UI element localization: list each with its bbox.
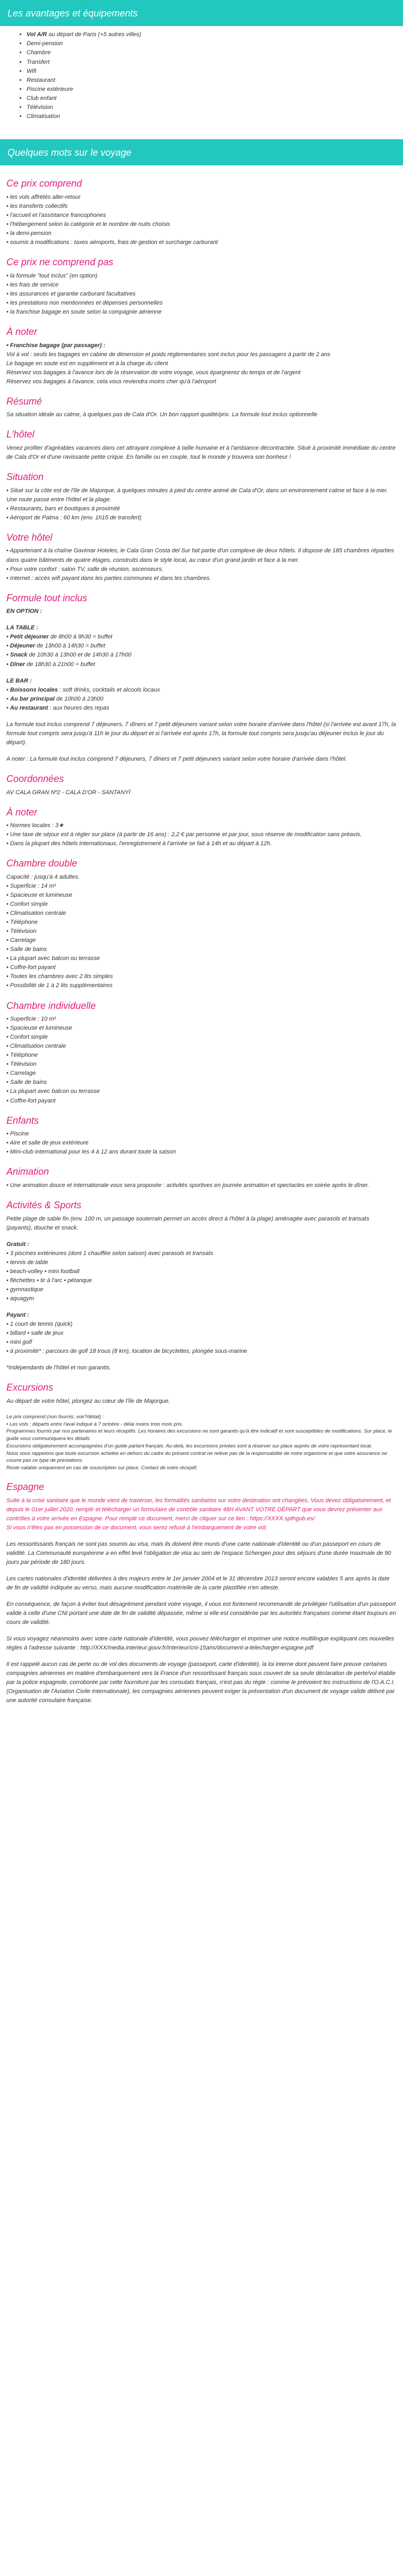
noncompris-item: la franchise bagage en soute selon la compagnie aérienne: [10, 308, 162, 315]
double-item: Carrelage: [10, 937, 36, 944]
noncompris-item: les frais de service: [10, 281, 59, 288]
resume-text: Sa situation idéale au calme, à quelques pas de Cala d'Or. Un bon rapport qualité/prix. La formule tout inclus optionnelle: [6, 411, 318, 418]
payant-item: à proximité* : parcours de golf 18 trous (8 km), location de bicyclettes, plongée sous-marine: [10, 1348, 247, 1355]
excursions-text: Au départ de votre hôtel, plongez au cœur de l'île de Majorque.: [6, 1398, 170, 1404]
double-item: Téléphone: [10, 919, 38, 926]
resume-title: Résumé: [6, 395, 43, 407]
indiv-item: Carrelage: [10, 1070, 36, 1077]
bar-detail: : soft drinks, cocktails et alcools locaux: [57, 686, 160, 693]
activites-footnote: *Indépendants de l'hôtel et non garantis.: [6, 1365, 111, 1371]
enfants-item: Aire et salle de jeux extérieure: [10, 1140, 89, 1147]
excursions-body: [6, 1397, 397, 1472]
bar-title: LE BAR :: [6, 677, 32, 684]
indiv-item: La plupart avec balcon ou terrasse: [10, 1088, 100, 1095]
indiv-item: Salle de bains: [10, 1079, 47, 1086]
table-meal: Déjeuner: [10, 643, 35, 650]
noncompris-item: les assurances et garantie carburant facultatives: [10, 290, 136, 297]
espagne-alert: Suite à la crise sanitaire que le monde vient de traverser, les formalités sanitaires sur votre destination ont changées. Vous devez obligatoirement, et depuis le 01er juillet 2020, remplir et télécharger un formulaire de contrôle sanitaire 48H AVANT VOTRE DÉPART que vous devrez présenter aux contrôles à votre arrivée en Espagne. Pour remplir ce document, merci de cliquer sur ce lien : https://XXXX.spthgob.es/: [6, 1497, 391, 1522]
indiv-item: Confort simple: [10, 1034, 48, 1041]
double-item: Salle de bains: [10, 946, 47, 953]
animation-title: Animation: [6, 1166, 49, 1177]
excursions-fineprint: [6, 1413, 397, 1472]
bar-item: Au bar principal: [10, 695, 55, 702]
double-intro: Capacité : jusqu'à 4 adultes.: [6, 873, 80, 880]
compris-item: les transferts collectifs: [10, 203, 68, 209]
indiv-item: Superficie : 10 m²: [10, 1016, 56, 1023]
double-item: La plupart avec balcon ou terrasse: [10, 955, 100, 962]
animation-list: • Une animation douce et internationale vous sera proposée : activités sportives en journée animation et spectacles en soirée après le dîner.: [6, 1182, 370, 1189]
situation-list: • Situé sur la côte est de l'île de Majorque, à quelques minutes à pied du centre animé de Cala d'Or, dans un environnement calme et face à la mer. Une route passe entre l'hôtel et la plage. • Restaurants, bars et boutiques à proximité • Aéroport de Palma : 60 km (env. 1h15 de transfert): [6, 487, 388, 521]
avantage-item: • Demi-pension: [27, 39, 397, 48]
table-hours: de 18h30 à 21h00 = buffet: [25, 661, 95, 668]
hotel-text: Venez profiter d'agréables vacances dans cet attrayant complexe à taille humaine et à l'ambiance décontractée. Situé à proximité immédiate du centre de Cala d'Or et d'une ravissante petite crique. En famille ou en couple, tout le monde y trouvera son bonheur !: [6, 445, 396, 461]
table-hours: de 8h00 à 9h30 = buffet: [48, 634, 113, 641]
toutinclus-option: EN OPTION :: [6, 608, 43, 615]
excursions-small: Reste valable uniquement en cas de souscription sur place. Contact de votre réceptif.: [6, 1465, 198, 1471]
bar-detail: : aux heures des repas: [48, 704, 110, 711]
espagne-alert: Si vous n'êtes pas en possession de ce document, vous serez refusé à l'embarquement de votre vol.: [6, 1524, 267, 1531]
anoter2-item: Une taxe de séjour est à régler sur place (à partir de 16 ans) : 2,2 € par personne et par jour, sous réserve de modification sans préavis.: [10, 831, 362, 838]
indiv-title: Chambre individuelle: [6, 1000, 96, 1011]
compris-item: l'accueil et l'assistance francophones: [10, 212, 106, 218]
banner-avantages-title: Les avantages et équipements: [7, 8, 138, 19]
bar-item: Boissons locales: [10, 686, 58, 693]
situation-item: Situé sur la côte est de l'île de Majorque, à quelques minutes à pied du centre animé de Cala d'Or, dans un environnement calme et face à la mer. Une route passe entre l'hôtel et la plage.: [6, 487, 388, 503]
table-hours: de 10h30 à 13h00 et de 14h30 à 17h00: [27, 652, 132, 659]
anoter2-item: Normes locales : 3★: [10, 822, 64, 829]
espagne-paragraph: En conséquence, de façon à éviter tout désagrément pendant votre voyage, il vous est fortement recommandé de privilégier l'utilisation d'un passeport valide à celle d'une CNI portant une date de fin de validité dépassée, même si elle est considérée par les autorités françaises comme étant toujours en cours de validité.: [6, 1601, 396, 1626]
anoter2-list: • Normes locales : 3★ • Une taxe de séjour est à régler sur place (à partir de 16 ans) : 2,2 € par personne et par jour, sous réserve de modification sans préavis. • Dans la plupart des hôtels internationaux, l'enregistrement à l'arrivée se fait à 14h et au départ à 12h.: [6, 822, 362, 847]
double-list: Capacité : jusqu'à 4 adultes. • Superficie : 14 m² • Spacieuse et lumineuse • Confort simple • Climatisation centrale • Téléphone • Télévision • Carrelage • Salle de bains • La plupart avec balcon ou terrasse • Coffre-fort payant • Toutes les chambres avec 2 lits simples • Possibilité de 1 à 2 lits supplémentaires: [6, 873, 397, 991]
espagne-paragraph: Si vous voyagez néanmoins avec votre carte nationale d'identité, vous pouvez télécharger et imprimer une notice multilingue expliquant ces nouvelles règles à l'adresse suivante : http://XXX/media.interieur.gouv.fr/interieur/cni-15ans/document-a-telecharger-espagne.pdf: [6, 1636, 394, 1652]
compris-list: • les vols affrétés aller-retour • les transferts collectifs • l'accueil et l'assistance francophones • l'hébergement selon la catégorie et le nombre de nuits choisis • la demi-pension • soumis à modifications : taxes aéroports, frais de gestion et surcharge carburant: [6, 193, 218, 246]
avantage-item: • Climatisation: [27, 112, 397, 121]
coord-address: AV CALA GRAN Nº2 - CALA D'OR - SANTANYÍ: [6, 789, 131, 796]
bar-item: Au restaurant: [10, 704, 48, 711]
enfants-item: Piscine: [10, 1131, 29, 1138]
anoter1-line: • Franchise bagage (par passager) :: [6, 342, 106, 349]
anoter1-title: À noter: [6, 326, 38, 337]
anoter1-line: Réservez vos bagages à l'avance lors de la réservation de votre voyage, vous épargnerez du temps et de l'argent: [6, 369, 301, 376]
payant-title: Payant :: [6, 1311, 29, 1318]
double-item: Climatisation centrale: [10, 910, 66, 917]
anoter1-body: [6, 341, 397, 386]
avantage-item: • Télévision: [27, 103, 397, 112]
compris-item: l'hébergement selon la catégorie et le nombre de nuits choisis: [10, 221, 171, 228]
indiv-item: Climatisation centrale: [10, 1043, 66, 1050]
table-meal: Petit déjeuner: [10, 634, 49, 641]
excursions-title: Excursions: [6, 1382, 54, 1393]
gratuit-item: fléchettes • tir à l'arc • pétanque: [10, 1277, 93, 1284]
situation-item: Restaurants, bars et boutiques à proximité: [10, 505, 120, 512]
anoter2-title: À noter: [6, 806, 38, 818]
compris-item: les vols affrétés aller-retour: [10, 193, 81, 200]
payant-item: 1 court de tennis (quick): [10, 1321, 73, 1327]
enfants-list: • Piscine • Aire et salle de jeux extérieure • Mini-club international pour les 4 à 12 ans durant toute la saison: [6, 1131, 176, 1156]
votrehotel-title: Votre hôtel: [6, 532, 53, 543]
avantage-item: • Restaurant: [27, 76, 397, 85]
votrehotel-list: • Appartenant à la chaîne Gavimar Hoteles, le Cala Gran Costa del Sur fait partie d'un complexe de deux hôtels. Il dispose de 185 chambres réparties dans quatre bâtiments de quatre étages, construits dans le style local, au cœur d'un grand jardin et face à la mer. • Pour votre confort : salon TV, salle de réunion, ascenseurs. • Internet : accès wifi payant dans les parties communes et dans les chambres.: [6, 548, 394, 582]
gratuit-item: beach-volley • mini football: [10, 1268, 80, 1275]
double-item: Confort simple: [10, 901, 48, 908]
avantage-item: • Vol A/R au départ de Paris (+5 autres villes): [27, 30, 397, 39]
gratuit-title: Gratuit :: [6, 1241, 29, 1248]
activites-intro: Petite plage de sable fin (env. 100 m, un passage souterrain permet un accès direct à l'hôtel à la plage) aménagée avec parasols et transats (payants), douche et snack.: [6, 1215, 370, 1231]
situation-title: Situation: [6, 472, 44, 483]
indiv-item: Spacieuse et lumineuse: [10, 1025, 72, 1032]
noncompris-item: la formule "tout inclus" (en option): [10, 272, 98, 279]
gratuit-item: aquagym: [10, 1295, 35, 1302]
excursions-small: Nous vous rappelons que toute excursion achetée en dehors du cadre du présent contrat ne relève pas de la responsabilité de notre organisme et que votre assurance ne couvre pas ce type de prestations.: [6, 1450, 388, 1464]
banner-avantages: [0, 0, 403, 26]
excursions-small: Excursions obligatoirement accompagnées d'un guide parlant français. Au-delà, les excursions privées sont à réserver sur place auprès de votre représentant local.: [6, 1443, 372, 1449]
avantage-item: • Wifi: [27, 67, 397, 76]
espagne-paragraph: Les cartes nationales d'identité délivrées à des majeurs entre le 1er janvier 2004 et le 31 décembre 2013 seront encore valables 5 ans après la date de fin de validité indiquée au verso, mais aucune modification matérielle de la carte plastifiée n'en atteste.: [6, 1575, 390, 1591]
situation-item: Aéroport de Palma : 60 km (env. 1h15 de transfert): [10, 514, 141, 521]
double-item: Superficie : 14 m²: [10, 882, 56, 889]
avantages-section: [0, 26, 403, 123]
double-item: Spacieuse et lumineuse: [10, 891, 72, 898]
espagne-body: [6, 1496, 397, 1706]
gratuit-item: 3 piscines extérieures (dont 1 chauffée selon saison) avec parasols et transats: [10, 1250, 214, 1257]
avantage-item: • Piscine extérieure: [27, 85, 397, 94]
anoter2-item: Dans la plupart des hôtels internationaux, l'enregistrement à l'arrivée se fait à 14h et au départ à 12h.: [10, 840, 272, 847]
indiv-item: Téléphone: [10, 1052, 38, 1059]
votrehotel-item: Internet : accès wifi payant dans les parties communes et dans les chambres.: [10, 575, 211, 582]
toutinclus-note: A noter : La formule tout inclus comprend 7 déjeuners, 7 dîners et 7 petit déjeuners variant selon votre horaire d'arrivée dans l'hôtel.: [6, 755, 347, 762]
anoter1-line: Le bagage en soute est en supplément et à la charge du client: [6, 360, 168, 367]
payant-item: mini golf: [10, 1339, 32, 1346]
compris-item: la demi-pension: [10, 230, 52, 237]
banner-voyage-title: Quelques mots sur le voyage: [7, 147, 132, 158]
toutinclus-body: EN OPTION : LA TABLE : • Petit déjeuner de 8h00 à 9h30 = buffet • Déjeuner de 13h00 à 14h30 = buffet • Snack de 10h30 à 13h00 et de 14h30 à 17h00 • Dîner de 18h30 à 21h00 = buffet LE BAR : • Boissons locales : soft drinks, cocktails et alcools locaux • Au bar principal de 10h00 à 23h00 • Au restaurant : aux heures des repas La formule tout inclus comprend 7 déjeuners, 7 dîners et 7 petit déjeuners variant selon votre horaire d'arrivée dans l'hôtel (si l'arrivée est avant 17h, la formule tout compris sera jusqu'à 11h le jour du départ et si l'arrivée est après 17h, la formule tout compris sera jusqu'au déjeuner inclus le jour du départ). A noter : La formule tout inclus comprend 7 déjeuners, 7 dîners et 7 petit déjeuners variant selon votre horaire d'arrivée dans l'hôtel.: [6, 607, 397, 764]
espagne-title: Espagne: [6, 1481, 45, 1492]
indiv-item: Télévision: [10, 1061, 37, 1068]
content: [0, 165, 403, 1707]
payant-item: billard • salle de jeux: [10, 1330, 64, 1337]
anoter1-line: Réservez vos bagages à l'avance, cela vous reviendra moins cher qu'à l'aéroport: [6, 378, 216, 385]
espagne-paragraph: Les ressortissants français ne sont pas soumis au visa, mais ils doivent être munis d'une carte nationale d'identité ou d'un passeport en cours de validité. La Communauté européenne a en effet levé l'obligation de visa au sein de l'espace Schengen pour des séjours d'une durée maximale de 90 jours par période de 180 jours.: [6, 1540, 391, 1565]
table-meal: Snack: [10, 652, 28, 659]
table-title: LA TABLE :: [6, 625, 38, 632]
table-hours: de 13h00 à 14h30 = buffet: [35, 643, 105, 650]
enfants-item: Mini-club international pour les 4 à 12 ans durant toute la saison: [10, 1149, 176, 1156]
coord-title: Coordonnées: [6, 773, 64, 784]
excursions-small: Programmes fournis par nos partenaires et leurs réceptifs. Les horaires des excursions ne sont garantis qu'à titre indicatif et sont susceptibles de modifications. Sur place, le guide vous communiquera les détails.: [6, 1428, 392, 1442]
hotel-title: L'hôtel: [6, 429, 35, 440]
indiv-item: Coffre-fort payant: [10, 1097, 56, 1104]
animation-item: Une animation douce et internationale vous sera proposée : activités sportives en journée animation et spectacles en soirée après le dîner.: [10, 1182, 370, 1189]
compris-title: Ce prix comprend: [6, 178, 82, 189]
double-item: Toutes les chambres avec 2 lits simples: [10, 973, 113, 980]
noncompris-item: les prestations non mentionnées et dépenses personnelles: [10, 299, 163, 306]
activites-title: Activités & Sports: [6, 1199, 82, 1210]
anoter1-line: Vol à vol : seuls les bagages en cabine de dimension et poids réglementaires sont inclus pour les passagers à partir de 2 ans: [6, 351, 331, 358]
gratuit-item: tennis de table: [10, 1259, 48, 1266]
toutinclus-note: La formule tout inclus comprend 7 déjeuners, 7 dîners et 7 petit déjeuners variant selon votre horaire d'arrivée dans l'hôtel (si l'arrivée est avant 17h, la formule tout compris sera jusqu'à 11h le jour du départ et si l'arrivée est après 17h, la formule tout compris sera jusqu'au déjeuner inclus le jour du départ).: [6, 721, 396, 746]
banner-voyage: [0, 139, 403, 165]
bar-detail: de 10h00 à 23h00: [54, 695, 104, 702]
compris-item: soumis à modifications : taxes aéroports, frais de gestion et surcharge carburant: [10, 239, 218, 246]
votrehotel-item: Appartenant à la chaîne Gavimar Hoteles, le Cala Gran Costa del Sur fait partie d'un complexe de deux hôtels. Il dispose de 185 chambres réparties dans quatre bâtiments de quatre étages, construits dans le style local, au cœur d'un grand jardin et face à la mer.: [6, 548, 394, 563]
avantage-item: • Chambre: [27, 48, 397, 57]
double-item: Coffre-fort payant: [10, 964, 56, 971]
table-meal: Dîner: [10, 661, 26, 668]
espagne-paragraph: Il est rappelé aucun cas de perte ou de vol des documents de voyage (passeport, carte d'identité), la loi interne dont peuvent faire preuve certaines compagnies aériennes en matière d'embarquement vers la France d'un ressortissant français sous couvert de sa seule déclaration de perte/vol établie par la police espagnole, corroborée par cette fourniture par les consulats français, n'est pas du règle : comme le prévoient les instructions de l'O.A.C.I. (Organisation de l'Aviation Civile Internationale), les compagnies aériennes peuvent exiger la présentation d'un document de voyage valide délivré par une autorité consulaire française.: [6, 1661, 396, 1704]
gratuit-item: gymnastique: [10, 1286, 44, 1293]
avantage-item: • Transfert: [27, 58, 397, 67]
double-item: Possibilité de 1 à 2 lits supplémentaires: [10, 982, 113, 989]
double-item: Télévision: [10, 928, 37, 935]
excursions-small: Le prix comprend (non fournis, voir?détail) :: [6, 1413, 104, 1420]
double-title: Chambre double: [6, 858, 78, 869]
activites-body: Petite plage de sable fin (env. 100 m, un passage souterrain permet un accès direct à l'hôtel à la plage) aménagée avec parasols et transats (payants), douche et snack. Gratuit : • 3 piscines extérieures (dont 1 chauffée selon saison) avec parasols et transats • tennis de table • beach-volley • mini football • fléchettes • tir à l'arc • pétanque • gymnastique • aquagym Payant : • 1 court de tennis (quick) • billard • salle de jeux • mini golf • à proximité* : parcours de golf 18 trous (8 km), location de bicyclettes, plongée sous-marine *Indépendants de l'hôtel et non garantis.: [6, 1215, 397, 1373]
enfants-title: Enfants: [6, 1115, 39, 1126]
toutinclus-title: Formule tout inclus: [6, 592, 88, 603]
avantage-item: • Club enfant: [27, 94, 397, 103]
excursions-small: • Les vols : départs entre l'aval indiqué à 7 octobre - délai moins trois mois pris.: [6, 1421, 183, 1427]
votrehotel-item: Pour votre confort : salon TV, salle de réunion, ascenseurs.: [10, 566, 164, 573]
indiv-list: • Superficie : 10 m² • Spacieuse et lumineuse • Confort simple • Climatisation centrale • Téléphone • Télévision • Carrelage • Salle de bains • La plupart avec balcon ou terrasse • Coffre-fort payant: [6, 1016, 100, 1104]
noncompris-list: • la formule "tout inclus" (en option) • les frais de service • les assurances et garantie carburant facultatives • les prestations non mentionnées et dépenses personnelles • la franchise bagage en soute selon la compagnie aérienne: [6, 272, 163, 315]
noncompris-title: Ce prix ne comprend pas: [6, 257, 114, 268]
avantages-list: [6, 30, 397, 121]
